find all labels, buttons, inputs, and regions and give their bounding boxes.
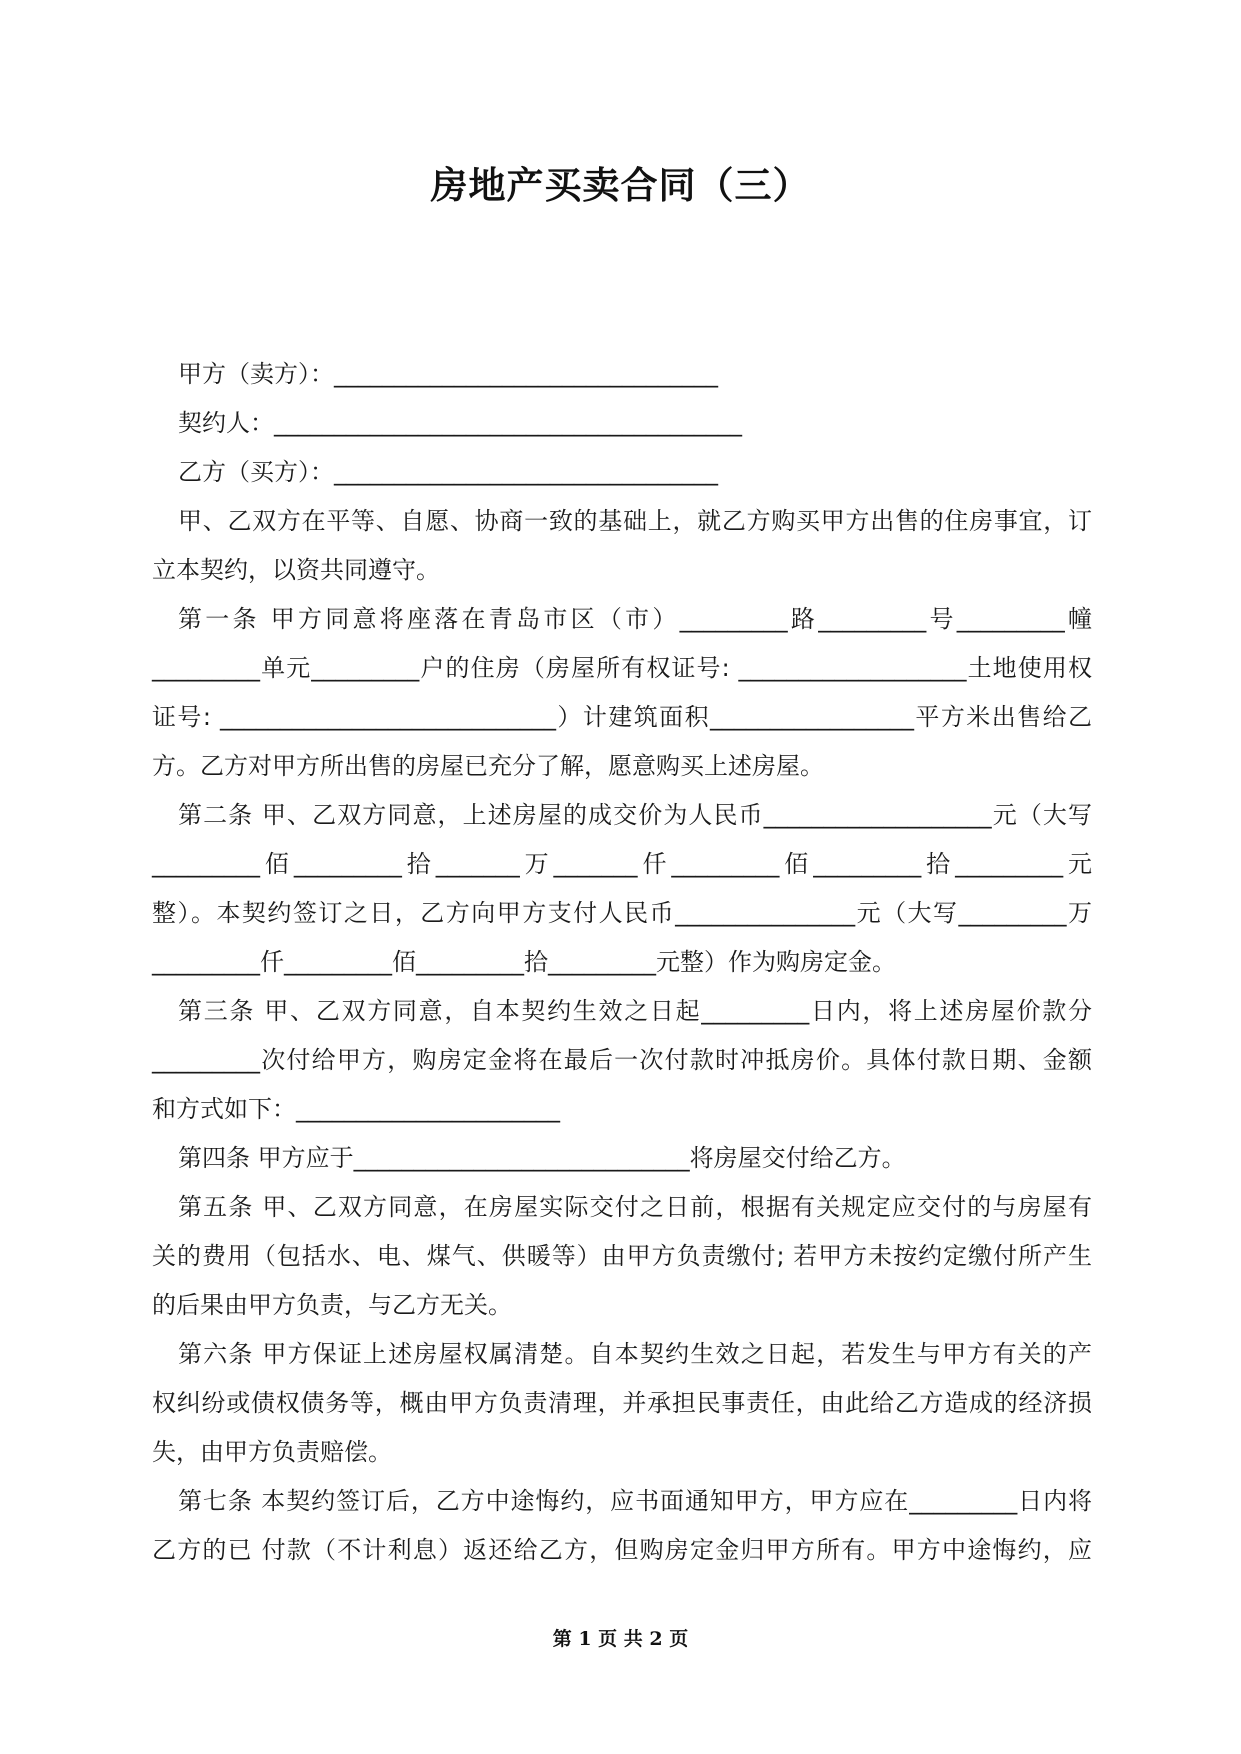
body-line: 第六条 甲方保证上述房屋权属清楚。自本契约生效之日起，若发生与甲方有关的产 bbox=[178, 1340, 1092, 1368]
page-footer: 第 1 页 共 2 页 bbox=[552, 1628, 689, 1650]
body-line: _________次付给甲方，购房定金将在最后一次付款时冲抵房价。具体付款日期、金额 bbox=[152, 1046, 1092, 1074]
body-line: _________仟_________佰_________拾_________元整）作为购房定金。 bbox=[152, 948, 896, 976]
party-agent-line: 契约人：_______________________________________ bbox=[178, 409, 742, 437]
body-line: 关的费用（包括水、电、煤气、供暖等）由甲方负责缴付; 若甲方未按约定缴付所产生 bbox=[152, 1242, 1092, 1270]
body-line: 第七条 本契约签订后，乙方中途悔约，应书面通知甲方，甲方应在_________日内将 bbox=[178, 1487, 1092, 1515]
body-line: 和方式如下：______________________ bbox=[152, 1095, 560, 1123]
body-line: 乙方的已 付款（不计利息）返还给乙方，但购房定金归甲方所有。甲方中途悔约，应 bbox=[152, 1536, 1092, 1564]
body-line: _________佰_________拾_______万_______仟_________佰_________拾_________元 bbox=[152, 850, 1092, 878]
body-line: 方。乙方对甲方所出售的房屋已充分了解，愿意购买上述房屋。 bbox=[152, 752, 824, 780]
body-line: 失，由甲方负责赔偿。 bbox=[152, 1438, 392, 1466]
body-line: 第三条 甲、乙双方同意，自本契约生效之日起_________日内，将上述房屋价款分 bbox=[178, 997, 1092, 1025]
body-line: 第二条 甲、乙双方同意，上述房屋的成交价为人民币___________________元（大写 bbox=[178, 801, 1092, 829]
body-line: 第五条 甲、乙双方同意，在房屋实际交付之日前，根据有关规定应交付的与房屋有 bbox=[178, 1193, 1092, 1221]
body-line: 证号: ____________________________）计建筑面积_________________平方米出售给乙 bbox=[152, 703, 1092, 731]
party-buyer-line: 乙方（买方）：________________________________ bbox=[178, 458, 718, 486]
body-line: _________单元_________户的住房（房屋所有权证号: ___________________土地使用权 bbox=[152, 654, 1092, 682]
contract-clauses bbox=[152, 497, 1092, 1575]
body-line: 甲、乙双方在平等、自愿、协商一致的基础上，就乙方购买甲方出售的住房事宜，订 bbox=[178, 507, 1092, 535]
body-line: 的后果由甲方负责，与乙方无关。 bbox=[152, 1291, 512, 1319]
body-line: 第一条 甲方同意将座落在青岛市区（市）_________路_________号_________幢 bbox=[178, 605, 1092, 633]
body-line: 第四条 甲方应于____________________________将房屋交付给乙方。 bbox=[178, 1144, 906, 1172]
body-line: 权纠纷或债权债务等，概由甲方负责清理，并承担民事责任，由此给乙方造成的经济损 bbox=[152, 1389, 1092, 1417]
party-seller-line: 甲方（卖方）：________________________________ bbox=[178, 360, 718, 388]
contract-body bbox=[152, 350, 1092, 1575]
body-line: 整）。本契约签订之日，乙方向甲方支付人民币_______________元（大写_________万 bbox=[152, 899, 1092, 927]
body-line: 立本契约，以资共同遵守。 bbox=[152, 556, 440, 584]
page-title: 房地产买卖合同（三） bbox=[430, 164, 811, 207]
